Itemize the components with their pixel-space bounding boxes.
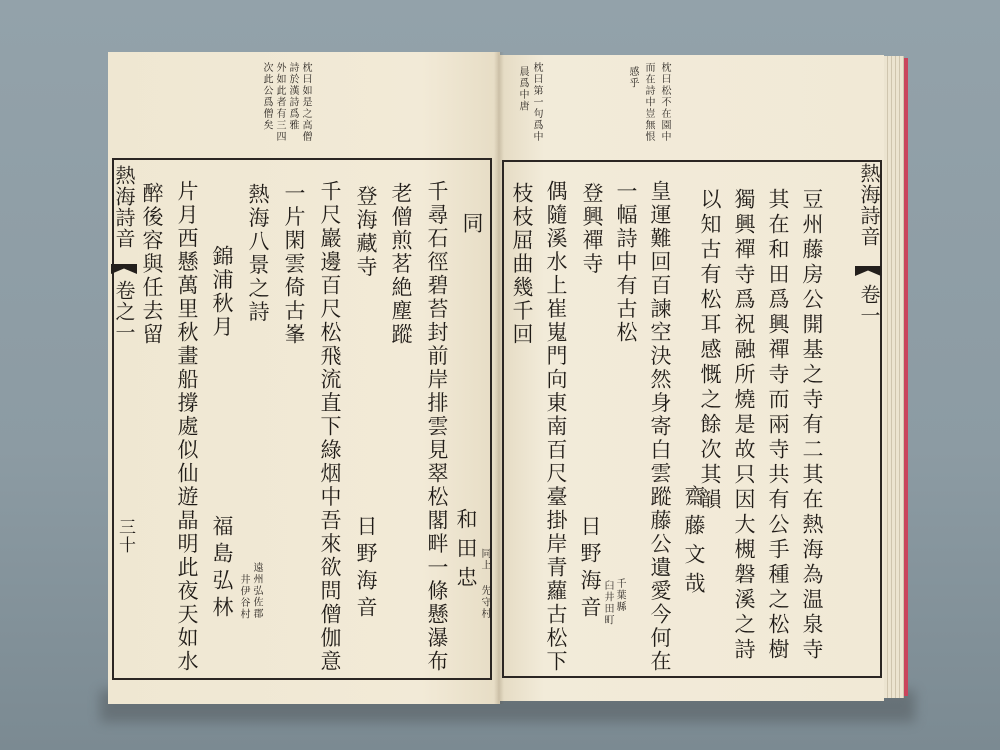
poem-column: 偶隨溪水上崔嵬門向東南百尺臺掛岸青蘿古松下	[544, 180, 568, 674]
author-name: 齋藤文哉	[682, 485, 706, 601]
author-note: 同上	[479, 548, 490, 571]
poem-column: 一幅詩中有古松	[614, 180, 638, 345]
poem-column: 片月西懸萬里秋畫船撐處似仙遊晶明此夜天如水	[175, 180, 199, 674]
preface-column: 獨興禪寺爲祝融所燒是故只因大槻磐溪之詩	[732, 188, 756, 663]
volume-label: 卷之一	[112, 280, 136, 343]
margin-note: 而在詩中豈無恨	[643, 62, 654, 143]
red-edge	[904, 58, 908, 696]
poem-column: 皇運難回百諫空決然身寄白雲蹤藤公遺愛今何在	[648, 180, 672, 674]
poem-column: 醉後容與任去留	[140, 182, 164, 347]
margin-note: 枕曰松不在園中	[659, 62, 670, 143]
page-edges	[884, 56, 904, 698]
margin-note: 晨爲中唐	[517, 66, 528, 112]
author-note: 臼井田町	[602, 580, 613, 626]
poem-column: 老僧煎茗絶塵蹤	[389, 182, 413, 347]
poem-title: 登興禪寺	[580, 182, 604, 276]
author-note: 千葉縣	[614, 578, 625, 613]
poem-column: 一片閑雲倚古峯	[282, 182, 306, 347]
author-note: 先守村	[479, 585, 490, 620]
poem-title: 錦浦秋月	[210, 245, 234, 339]
margin-note: 次此公爲僧矣	[261, 62, 272, 131]
poem-title: 登海藏寺	[354, 185, 378, 279]
author-name: 福島弘林	[210, 515, 234, 623]
poem-column: 同	[460, 212, 484, 236]
author-note: 井伊谷村	[238, 574, 249, 620]
preface-column: 其在和田爲興禪寺而兩寺共有公手種之松樹	[766, 188, 790, 663]
author-name: 日野海音	[354, 515, 378, 623]
margin-note: 外如此者有三四	[274, 62, 285, 143]
volume-label: 卷一	[857, 284, 881, 326]
margin-note: 詩於漢詩爲雅	[287, 62, 298, 131]
author-name: 和田忠	[454, 508, 478, 595]
margin-note: 感乎	[627, 66, 638, 89]
block-title: 熱海詩音	[112, 165, 136, 249]
margin-note: 枕曰第一句爲中	[531, 62, 542, 143]
margin-note: 枕曰如是之高僧	[300, 62, 311, 143]
section-title: 熱海八景之詩	[246, 183, 270, 324]
author-note: 遠州弘佐郡	[251, 562, 262, 620]
poem-column: 千尺巖邊百尺松飛流直下綠烟中吾來欲問僧伽意	[318, 180, 342, 674]
author-name: 日野海音	[578, 515, 602, 623]
preface-column: 豆州藤房公開基之寺有二其在熱海為温泉寺	[800, 188, 824, 663]
poem-column: 枝枝屈曲幾千回	[510, 182, 534, 347]
block-title: 熱海詩音	[857, 163, 881, 247]
poem-column: 千尋石徑碧苔封前岸排雲見翠松閣畔一條懸瀑布	[425, 180, 449, 674]
preface-column: 以知古有松耳感慨之餘次其韻	[698, 188, 722, 513]
folio-number: 三十	[115, 518, 135, 554]
